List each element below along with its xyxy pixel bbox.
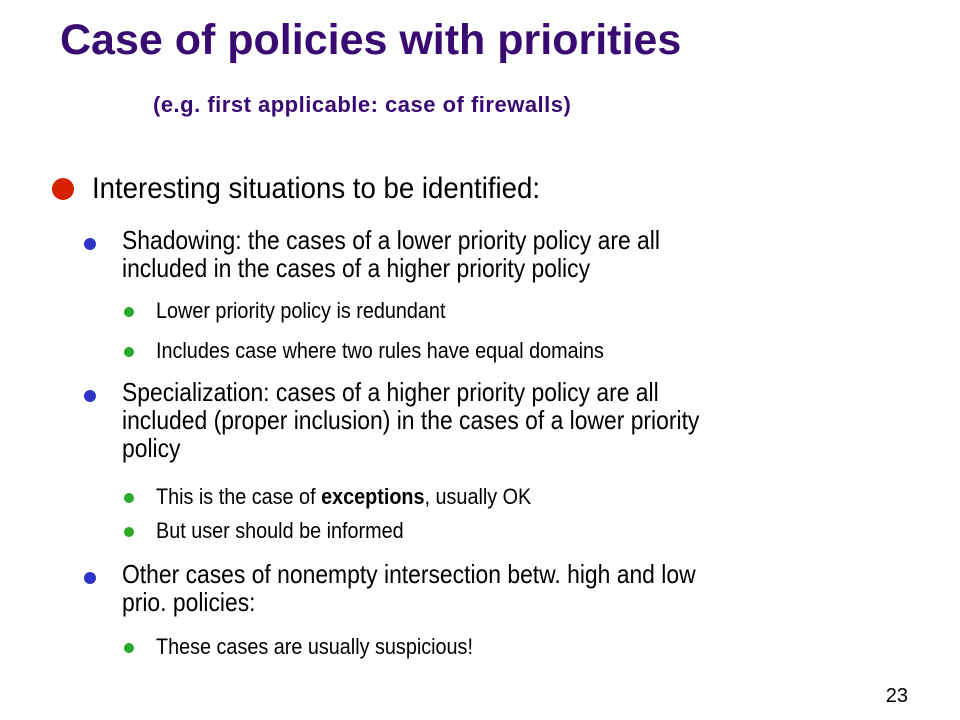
slide-subtitle: (e.g. first applicable: case of firewalls) bbox=[153, 92, 572, 117]
green-bullet-icon bbox=[124, 643, 134, 653]
bullet-text-block bbox=[122, 560, 826, 616]
bullet-text-line: Shadowing: the cases of a lower priority policy are all bbox=[122, 225, 660, 255]
bullet-text-block bbox=[122, 226, 826, 282]
subbullet-text: Lower priority policy is redundant bbox=[156, 298, 446, 323]
green-bullet-icon bbox=[124, 493, 134, 503]
slide-title: Case of policies with priorities bbox=[60, 16, 682, 64]
bullet-text-line: Other cases of nonempty intersection betw. high and low bbox=[122, 559, 696, 589]
subbullet-redundant bbox=[124, 298, 478, 324]
subbullet-exceptions bbox=[124, 484, 573, 510]
bullet-text-line: Specialization: cases of a higher priority policy are all bbox=[122, 377, 659, 407]
subbullet-suspicious bbox=[124, 634, 508, 660]
exceptions-keyword: exceptions bbox=[321, 484, 425, 509]
subbullet-equal-domains bbox=[124, 338, 654, 364]
subbullet-user-informed bbox=[124, 518, 431, 544]
blue-bullet-icon bbox=[84, 390, 96, 402]
subbullet-text-prefix: This is the case of bbox=[156, 484, 322, 509]
green-bullet-icon bbox=[124, 527, 134, 537]
green-bullet-icon bbox=[124, 347, 134, 357]
bullet-text-line: policy bbox=[122, 433, 181, 463]
bullet-specialization bbox=[84, 378, 922, 462]
page-number: 23 bbox=[885, 685, 908, 707]
bullet-text-line: included in the cases of a higher priority policy bbox=[122, 253, 591, 283]
bullet-text: Interesting situations to be identified: bbox=[92, 172, 541, 205]
blue-bullet-icon bbox=[84, 238, 96, 250]
bullet-interesting-situations bbox=[52, 172, 579, 206]
bullet-shadowing bbox=[84, 226, 922, 282]
subbullet-text bbox=[156, 484, 531, 510]
bullet-text-block bbox=[122, 378, 826, 462]
bullet-text-line: prio. policies: bbox=[122, 587, 256, 617]
subbullet-text-suffix: , usually OK bbox=[424, 484, 532, 509]
bullet-other-cases bbox=[84, 560, 922, 616]
subbullet-text: But user should be informed bbox=[156, 518, 404, 543]
subbullet-text: Includes case where two rules have equal domains bbox=[156, 338, 604, 363]
bullet-text-line: included (proper inclusion) in the cases of a lower priority bbox=[122, 405, 700, 435]
green-bullet-icon bbox=[124, 307, 134, 317]
subbullet-text: These cases are usually suspicious! bbox=[156, 634, 473, 659]
red-bullet-icon bbox=[52, 178, 74, 200]
blue-bullet-icon bbox=[84, 572, 96, 584]
